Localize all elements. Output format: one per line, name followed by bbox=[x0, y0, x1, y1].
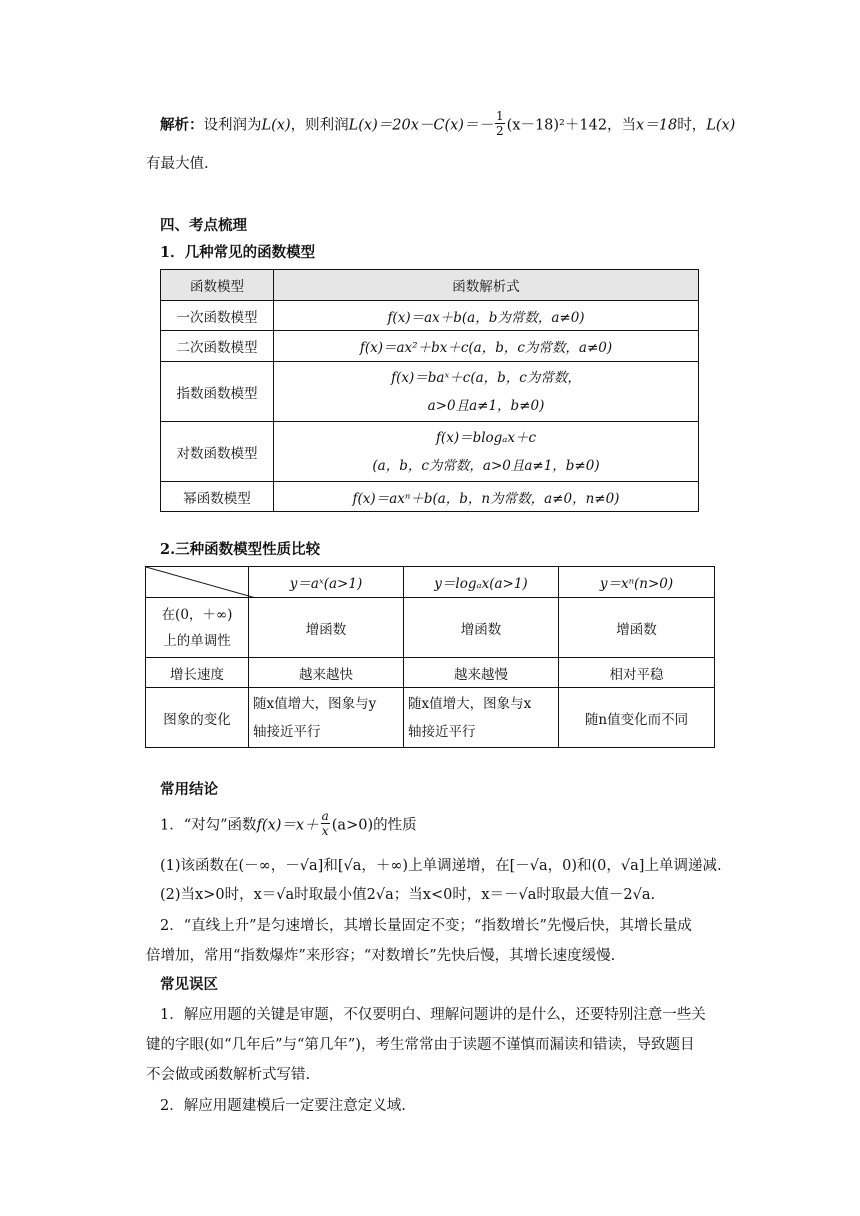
diagonal-line bbox=[146, 567, 256, 598]
conclusion-1-1: (1)该函数在(－∞，－√a]和[√a，＋∞)上单调递增，在[－√a，0)和(0，√a]上单调递减. bbox=[160, 858, 722, 874]
formula-line-2: a>0且a≠1，b≠0) bbox=[427, 397, 545, 414]
frac-num: 1 bbox=[495, 109, 504, 123]
formula-line-2: (a，b，c为常数，a>0且a≠1，b≠0) bbox=[372, 457, 600, 474]
analysis-text-3: 时， bbox=[677, 117, 707, 134]
table-row bbox=[161, 301, 699, 331]
function-models-table bbox=[160, 269, 699, 512]
cell-value: 随n值变化而不同 bbox=[559, 688, 715, 748]
cell-value: 相对平稳 bbox=[559, 658, 715, 688]
cell-value: 增函数 bbox=[404, 598, 559, 658]
conclusion-1 bbox=[160, 809, 417, 839]
row-label: 增长速度 bbox=[146, 658, 249, 688]
conclusion-1-tail: (a>0)的性质 bbox=[331, 817, 417, 834]
model-name: 一次函数模型 bbox=[161, 301, 274, 331]
analysis-text: 设利润为 bbox=[203, 117, 262, 134]
row-label-line-2: 上的单调性 bbox=[163, 632, 231, 649]
model-name: 二次函数模型 bbox=[161, 331, 274, 362]
table-row bbox=[161, 362, 699, 422]
mistake-1-line-2: 键的字眼(如“几年后”与“第几年”)，考生常常由于读题不谨慎而漏读和错读，导致题目 bbox=[146, 1037, 695, 1053]
hook-function: f(x)＝x＋ bbox=[256, 817, 319, 834]
cell-value: 增函数 bbox=[249, 598, 404, 658]
table-row bbox=[146, 598, 715, 658]
frac-den: 2 bbox=[495, 124, 504, 138]
cell-line-1: 随x值增大，图象与y bbox=[253, 695, 377, 712]
cell-line-2: 轴接近平行 bbox=[253, 723, 321, 740]
model-name: 幂函数模型 bbox=[161, 482, 274, 512]
analysis-text-2: ，则利润 bbox=[290, 117, 349, 134]
conclusion-1-text: 1．“对勾”函数 bbox=[160, 817, 257, 834]
fraction-half bbox=[495, 110, 505, 137]
subsection-1-title: 1．几种常见的函数模型 bbox=[160, 244, 316, 261]
mistake-2: 2．解应用题建模后一定要注意定义域. bbox=[160, 1098, 406, 1114]
col-exponential: y＝aˣ(a>1) bbox=[249, 567, 404, 598]
diagonal-header-cell bbox=[146, 567, 249, 598]
section-title: 四、考点梳理 bbox=[160, 217, 247, 234]
table-row bbox=[161, 331, 699, 362]
cell-value bbox=[404, 688, 559, 748]
comparison-table bbox=[145, 566, 715, 748]
profit-expression-2: (x－18)²＋142，当 bbox=[506, 117, 637, 134]
col-logarithmic: y＝logₐx(a>1) bbox=[404, 567, 559, 598]
mistakes-title: 常见误区 bbox=[160, 976, 218, 993]
mistake-1-line-3: 不会做或函数解析式写错. bbox=[146, 1067, 311, 1083]
frac-num: a bbox=[321, 809, 329, 823]
table-row bbox=[146, 688, 715, 748]
model-formula: f(x)＝ax＋b(a，b为常数，a≠0) bbox=[274, 301, 699, 331]
profit-expression: L(x)＝20x－C(x)＝－ bbox=[348, 117, 493, 134]
profit-symbol: L(x) bbox=[261, 117, 291, 134]
conclusion-1-2: (2)当x>0时，x＝√a时取最小值2√a；当x<0时，x＝－√a时取最大值－2√a. bbox=[160, 887, 656, 903]
cell-line-2: 轴接近平行 bbox=[408, 723, 476, 740]
cell-value bbox=[249, 688, 404, 748]
table-header-row bbox=[146, 567, 715, 598]
profit-symbol-end: L(x) bbox=[706, 117, 736, 134]
conclusions-title: 常用结论 bbox=[160, 781, 218, 798]
cell-value: 越来越慢 bbox=[404, 658, 559, 688]
analysis-label: 解析： bbox=[160, 116, 204, 134]
conclusion-2-line-2: 倍增加，常用“指数爆炸”来形容；“对数增长”先快后慢，其增长速度缓慢. bbox=[146, 948, 616, 964]
formula-line-1: f(x)＝blogₐx＋c bbox=[435, 429, 537, 446]
analysis-line-2: 有最大值. bbox=[146, 156, 209, 172]
frac-den: x bbox=[321, 824, 329, 838]
mistake-1-line-1: 1．解应用题的关键是审题，不仅要明白、理解问题讲的是什么，还要特别注意一些关 bbox=[160, 1007, 706, 1023]
cell-value: 越来越快 bbox=[249, 658, 404, 688]
formula-line-1: f(x)＝baˣ＋c(a，b，c为常数， bbox=[391, 369, 581, 386]
table-header-row bbox=[161, 270, 699, 301]
condition: x＝18 bbox=[636, 117, 678, 134]
model-formula: f(x)＝ax²＋bx＋c(a，b，c为常数，a≠0) bbox=[274, 331, 699, 362]
table-row bbox=[146, 658, 715, 688]
cell-line-1: 随x值增大，图象与x bbox=[408, 695, 532, 712]
analysis-line-1 bbox=[160, 109, 736, 139]
table-row bbox=[161, 482, 699, 512]
conclusion-2-line-1: 2．“直线上升”是匀速增长，其增长量固定不变；“指数增长”先慢后快，其增长量成 bbox=[160, 918, 692, 934]
col-model: 函数模型 bbox=[161, 270, 274, 301]
row-label bbox=[146, 598, 249, 658]
row-label-line-1: 在(0，＋∞) bbox=[161, 606, 233, 623]
fraction-a-over-x bbox=[321, 810, 330, 837]
model-name: 对数函数模型 bbox=[161, 422, 274, 482]
model-formula bbox=[274, 362, 699, 422]
model-formula bbox=[274, 422, 699, 482]
model-name: 指数函数模型 bbox=[161, 362, 274, 422]
model-formula: f(x)＝axⁿ＋b(a，b，n为常数，a≠0，n≠0) bbox=[274, 482, 699, 512]
subsection-2-title: 2.三种函数模型性质比较 bbox=[160, 541, 321, 558]
col-power: y＝xⁿ(n>0) bbox=[559, 567, 715, 598]
table-row bbox=[161, 422, 699, 482]
col-formula: 函数解析式 bbox=[274, 270, 699, 301]
cell-value: 增函数 bbox=[559, 598, 715, 658]
row-label: 图象的变化 bbox=[146, 688, 249, 748]
